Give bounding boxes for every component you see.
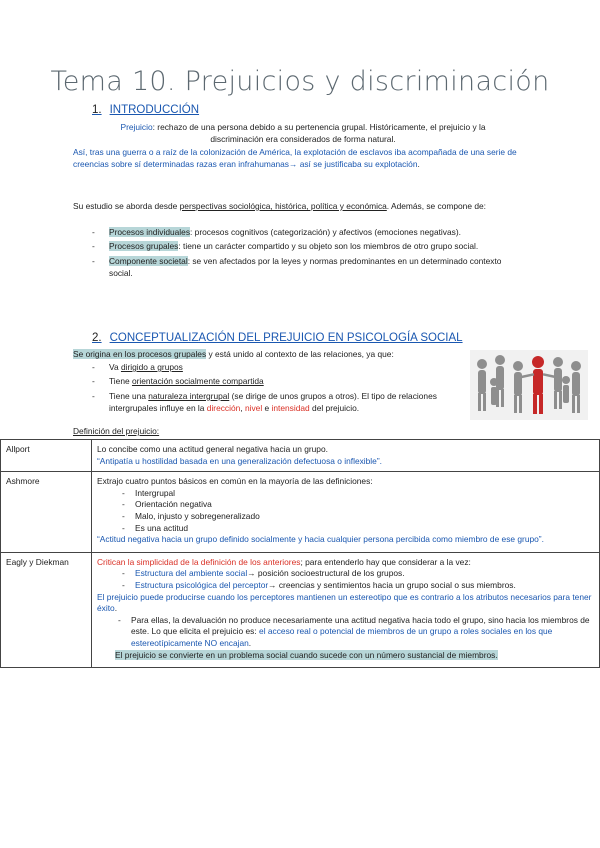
author-cell: Ashmore [1,472,92,553]
section-number: 2. [92,332,102,344]
section-label: CONCEPTUALIZACIÓN DEL PREJUICIO EN PSICOLOGÍA SOCIAL [109,332,463,344]
list-item: - Tiene una naturaleza intergrupal (se dirige de unos grupos a otros). El tipo de relaciones intergrupales influye en la dirección, nivel e intensidad del prejuicio. [92,390,470,415]
list-item: - Estructura psicológica del perceptor→ creencias y sentimientos hacia un grupo social o sus miembros. [97,580,594,592]
description-cell: Lo concibe como una actitud general negativa hacia un grupo. “Antipatía u hostilidad basada en una generalización defectuosa o inflexible”. [92,440,600,472]
section-heading-intro [92,104,199,116]
study-perspectives: perspectivas sociológica, histórica, política y económica [179,201,387,211]
table-row [1,472,600,553]
term-prejuicio: Prejuicio [120,122,153,132]
study-paragraph [73,200,533,212]
list-item: - Procesos grupales: tiene un carácter compartido y su objeto son los miembros de otro grupo social. [92,240,502,252]
concept-lead [73,348,473,360]
table-row [1,552,600,667]
description-cell: Extrajo cuatro puntos básicos en común en la mayoría de las definiciones: - Intergrupal - Orientación negativa - Malo, injusto y sobregeneralizado - Es una actitud “Actitud negativa hacia un grupo definido socialmente y hacia cualquier persona percibida como miembro de ese grupo”. [92,472,600,553]
components-list [92,226,502,282]
section-label: INTRODUCCIÓN [109,104,200,116]
description-cell: Critican la simplicidad de la definición de los anteriores; para entenderlo hay que considerar a la vez: - Estructura del ambiente social→ posición socioestructural de los grupos. - Estructura psicológica del perceptor→ creencias y sentimientos hacia un grupo social o sus miembros. El prejuicio puede producirse cuando los perceptores mantienen un estereotipo que es contrario a los atributos necesarios para tener éxito. - Para ellas, la devaluación no produce necesariamente una actitud negativa hacia todo el grupo, sino hacia los miembros de este. Lo que elicita el prejuicio es: el acceso real o potencial de miembros de un grupo a roles sociales en los que estereotípicamente NO encajan. El prejuicio se convierte en un problema social cuando sucede con un número sustancial de miembros. [92,552,600,667]
page-title: Tema 10. Prejuicios y discriminación [50,66,550,97]
concept-lead-highlight: Se origina en los procesos grupales [73,349,207,359]
list-item: - Procesos individuales: procesos cognitivos (categorización) y afectivos (emociones negativas). [92,226,502,238]
list-item: - Orientación negativa [97,499,594,511]
concept-lead-text: y está unido al contexto de las relaciones, ya que: [206,349,394,359]
concept-list [92,361,470,417]
definition-text: : rechazo de una persona debido a su pertenencia grupal. Históricamente, el prejuicio y la [152,122,486,132]
list-item: - Para ellas, la devaluación no produce necesariamente una actitud negativa hacia todo el grupo, sino hacia los miembros de este. Lo que elicita el prejuicio es: el acceso real o potencial de miembros de un grupo a roles sociales en los que estereotípicamente NO encajan. [97,615,594,650]
section-heading-concept [92,332,463,344]
study-text-a: Su estudio se aborda desde [73,201,180,211]
list-item: - Malo, injusto y sobregeneralizado [97,511,594,523]
study-text-b: . Además, se compone de: [386,201,486,211]
group-figures-illustration [470,350,588,420]
history-end: . [417,159,420,170]
history-text: Así, tras una guerra o a raíz de la colonización de América, la explotación de esclavos iba acompañada de una serie de creencias sobre sí determinadas razas eran infrahumanas→ así se justificaba su explotación [73,147,517,170]
definitions-table [0,439,600,668]
list-item: - Es una actitud [97,523,594,535]
list-item: - Va dirigido a grupos [92,361,470,373]
history-paragraph [73,146,533,171]
definition-text-2: discriminación era considerados de forma natural. [210,134,396,145]
list-item: - Estructura del ambiente social→ posición socioestructural de los grupos. [97,568,594,580]
prejuicio-definition [73,121,533,146]
list-item: - Tiene orientación socialmente compartida [92,375,470,387]
author-cell: Eagly y Diekman [1,552,92,667]
final-highlight: El prejuicio se convierte en un problema social cuando sucede con un número sustancial de miembros. [115,649,498,660]
list-item: - Componente societal: se ven afectados por la leyes y normas predominantes en un determinado contexto social. [92,255,502,280]
list-item: - Intergrupal [97,488,594,500]
people-group-icon [470,350,588,420]
author-cell: Allport [1,440,92,472]
definition-heading: Definición del prejuicio: [73,426,160,436]
table-row [1,440,600,472]
section-number: 1. [92,104,102,116]
